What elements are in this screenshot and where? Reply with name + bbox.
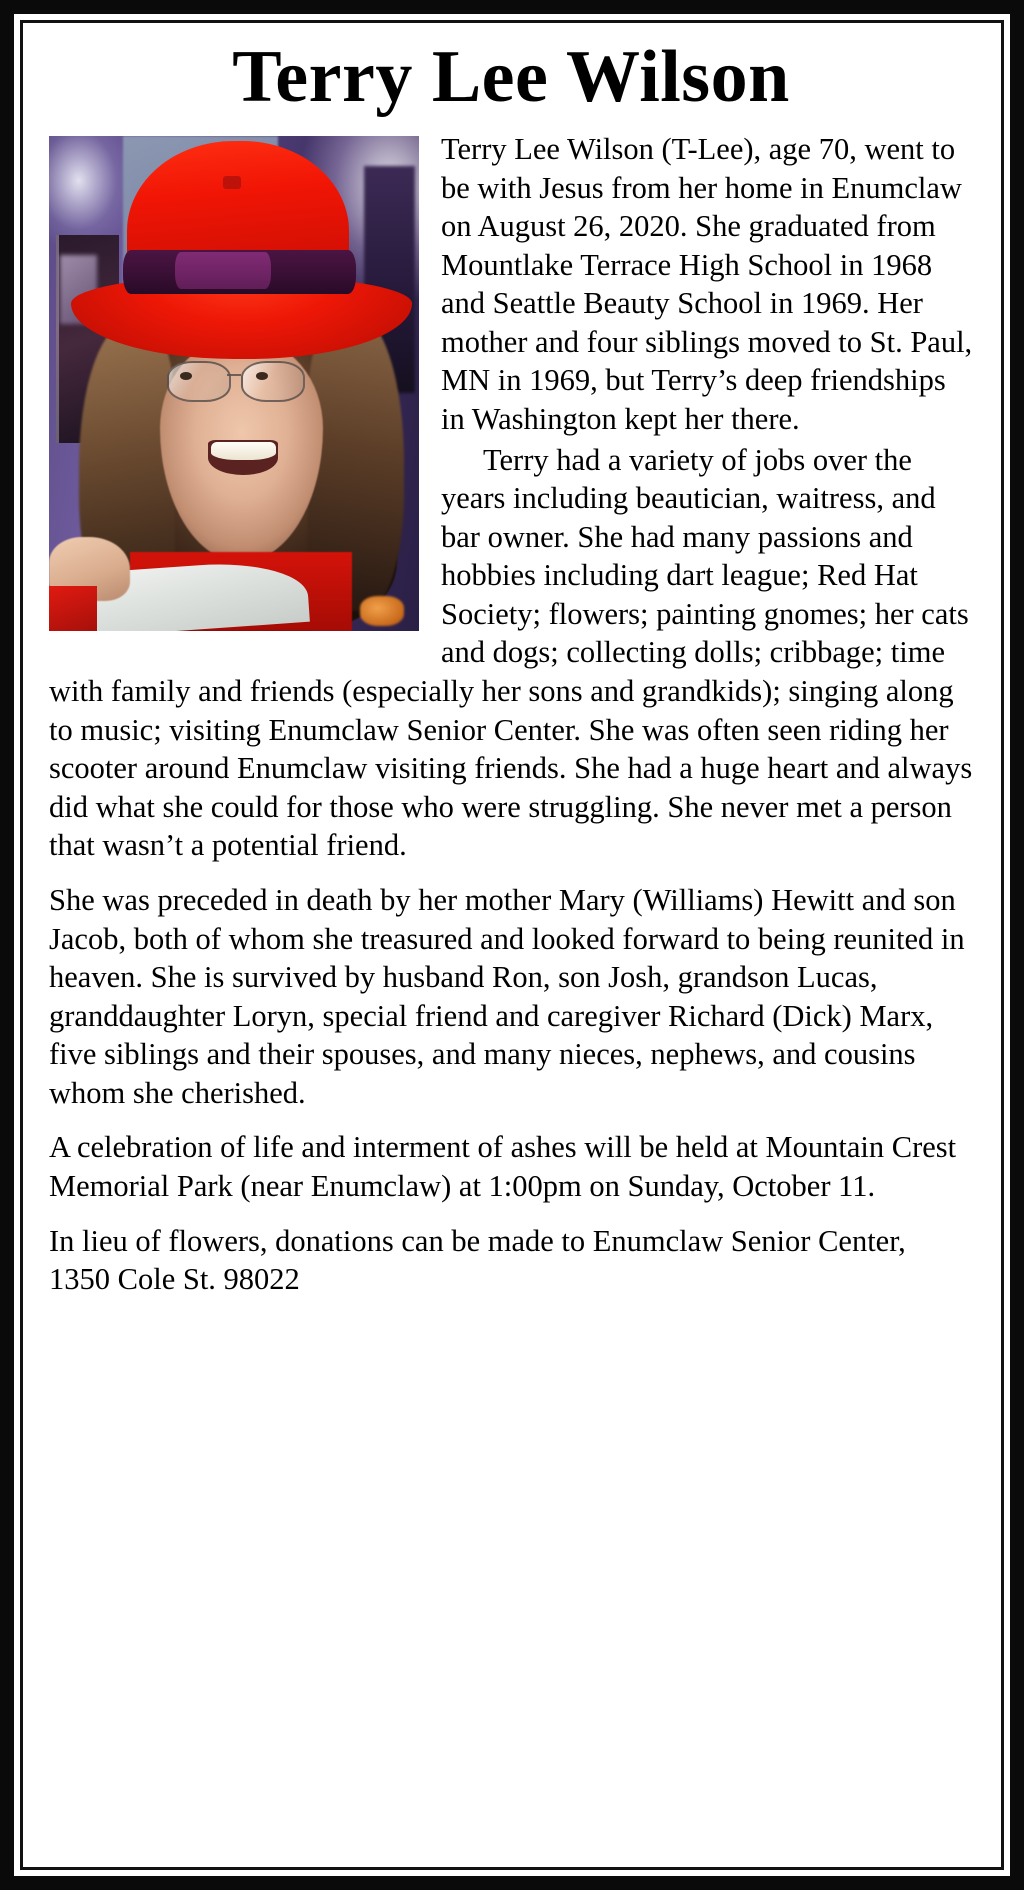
photo-eyeglass-bridge xyxy=(227,374,242,376)
photo-eye-right xyxy=(256,372,268,380)
paragraph-intro: Terry Lee Wilson (T-Lee), age 70, went to be with Jesus from her home in Enumclaw on August 26, 2020. She graduated from Mountlake Terrace High School in 1968 and Seattle Beauty School in 1969. Her mother and four siblings moved to St. Paul, MN in 1969, but Terry’s deep friendships in Washington kept her there. xyxy=(441,131,973,436)
photo-mouth xyxy=(208,440,278,475)
paragraph-donations: In lieu of flowers, donations can be made to Enumclaw Senior Center, 1350 Cole St. 98022 xyxy=(49,1223,906,1297)
paragraph-survivors: She was preceded in death by her mother Mary (Williams) Hewitt and son Jacob, both of whom she treasured and looked forward to being reunited in heaven. She is survived by husband Ron, son Josh, grandson Lucas, granddaughter Loryn, special friend and caregiver Richard (Dick) Marx, five siblings and their spouses, and many nieces, nephews, and cousins whom she cherished. xyxy=(49,882,965,1110)
photo-eye-left xyxy=(180,372,192,380)
portrait-photo xyxy=(49,136,419,631)
paragraph-life: Terry had a variety of jobs over the years including beautician, waitress, and bar owner. She had many passions and hobbies including dart league; Red Hat Society; flowers; painting gnomes; her cats and dogs; collecting dolls; cribbage; time with family and friends (especially her sons and grandkids); singing along to music; visiting Enumclaw Senior Center. She was often seen riding her scooter around Enumclaw visiting friends. She had a huge heart and always did what she could for those who were struggling. She never met a person that wasn’t a potential friend. xyxy=(49,442,973,863)
photo-red-object xyxy=(49,586,97,631)
paragraph-service: A celebration of life and interment of ashes will be held at Mountain Crest Memorial Park (near Enumclaw) at 1:00pm on Sunday, October 11. xyxy=(49,1130,957,1203)
photo-orange-object xyxy=(360,596,404,626)
frame-inner-border xyxy=(20,20,1004,1870)
photo-eyeglass-right xyxy=(241,361,304,402)
frame-outer-gap xyxy=(14,14,1010,1876)
photo-hat-pin xyxy=(223,176,241,189)
photo-teeth xyxy=(211,442,276,460)
photo-eyeglass-left xyxy=(167,361,230,402)
page-title: Terry Lee Wilson xyxy=(232,36,790,118)
photo-hat-band-highlight xyxy=(175,252,271,289)
